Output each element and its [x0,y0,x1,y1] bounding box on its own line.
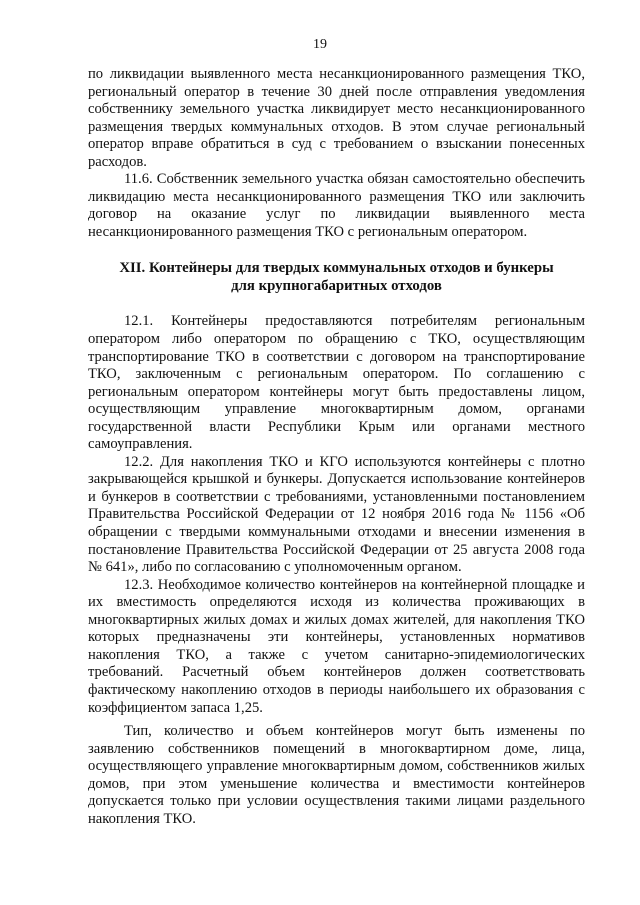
paragraph-12-2: 12.2. Для накопления ТКО и КГО используются контейнеры с плотно закрывающейся крышкой и бункеры. Допускается использование контейнеров и бункеров в соответствии с требованиями, установленными постановлением Правительства Российской Федерации от 12 ноября 2016 года № 1156 «Об обращении с твердыми коммунальными отходами и внесении изменения в постановление Правительства Российской Федерации от 25 августа 2008 года № 641», либо по согласованию с уполномоченным органом. [88,453,585,576]
paragraph-11-6: 11.6. Собственник земельного участка обязан самостоятельно обеспечить ликвидацию места несанкционированного размещения ТКО или заключить договор на оказание услуг по ликвидации выявленного места несанкционированного размещения ТКО с региональным оператором. [88,171,585,240]
document-body [88,66,585,828]
paragraph-continuation: по ликвидации выявленного места несанкционированного размещения ТКО, региональный оператор в течение 30 дней после отправления уведомления собственнику земельного участка ликвидирует место несанкционированного размещения твердых коммунальных отходов. В этом случае региональный оператор вправе обратиться в суд с требованием о взыскании понесенных расходов. [88,66,585,170]
page-number: 19 [313,37,327,52]
paragraph-12-3: 12.3. Необходимое количество контейнеров на контейнерной площадке и их вместимость определяются исходя из количества проживающих в многоквартирных жилых домах и жилых домах жителей, для накопления ТКО которых предназначены эти контейнеры, установленных нормативов накопления ТКО, а также с учетом санитарно-эпидемиологических требований. Расчетный объем контейнеров должен соответствовать фактическому накоплению отходов в периоды наибольшего их образования с коэффициентом запаса 1,25. [88,576,585,716]
section-title-line-1: XII. Контейнеры для твердых коммунальных отходов и бункеры [119,260,554,277]
paragraph-12-1: 12.1. Контейнеры предоставляются потребителям региональным оператором либо оператором по обращению с ТКО, осуществляющим транспортирование ТКО в соответствии с договором на транспортирование ТКО, заключенным с региональным оператором. По соглашению с региональным оператором контейнеры могут быть предоставлены лицом, осуществляющим управление многоквартирным домом, органами государственной власти Республики Крым или органами местного самоуправления. [88,313,585,453]
section-heading [88,259,585,295]
paragraph-12-3-cont: Тип, количество и объем контейнеров могут быть изменены по заявлению собственников помещений в многоквартирном доме, лица, осуществляющего управление многоквартирным домом, собственников жилых домов, при этом уменьшение количества и вместимости контейнеров допускается только при условии осуществления такими лицами раздельного накопления ТКО. [88,723,585,827]
section-title-line-2: для крупногабаритных отходов [231,278,442,295]
